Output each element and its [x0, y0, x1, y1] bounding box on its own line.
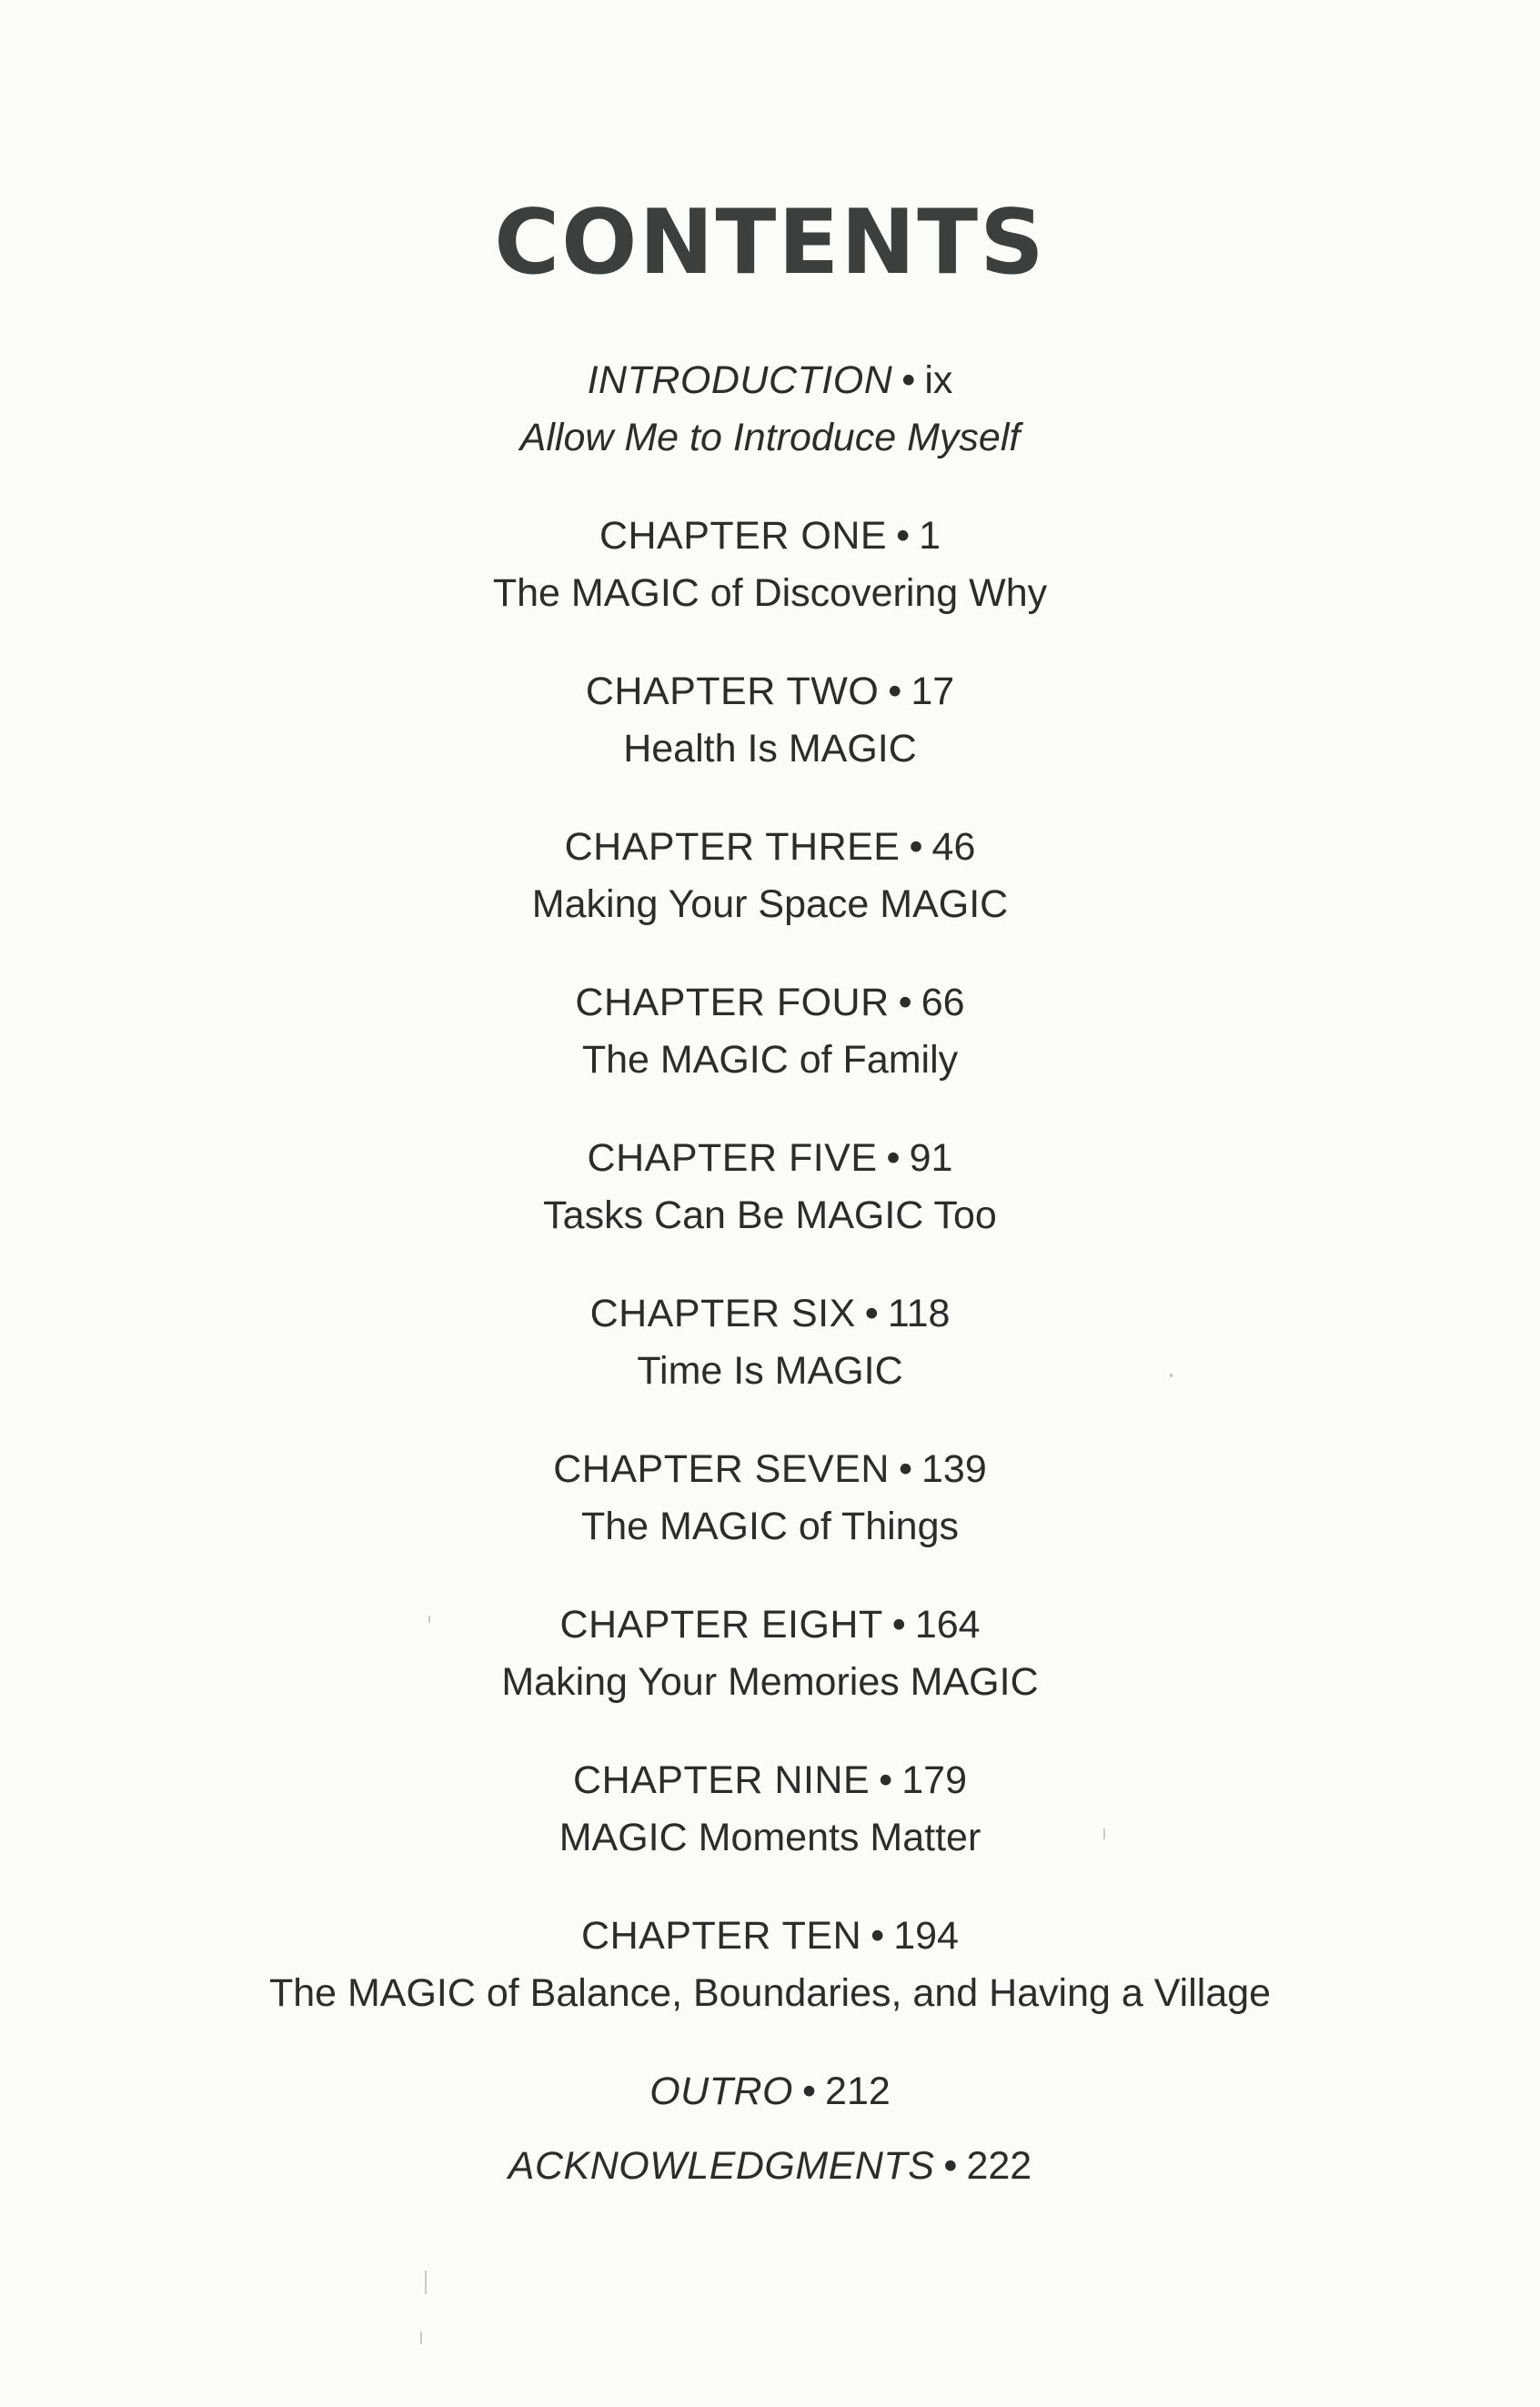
- toc-page-number: 222: [966, 2144, 1032, 2188]
- toc-page-number: 179: [901, 1758, 967, 1802]
- toc-entry-subtitle: Time Is MAGIC: [637, 1349, 903, 1393]
- toc-entry-chapter-one: [0, 514, 1540, 558]
- toc-entry-subtitle: Tasks Can Be MAGIC Too: [543, 1193, 997, 1237]
- toc-entry-chapter-nine: [0, 1758, 1540, 1802]
- toc-entry-label: CHAPTER EIGHT: [559, 1603, 883, 1647]
- toc-entry-label: CHAPTER THREE: [564, 825, 901, 869]
- bullet-separator: •: [898, 981, 912, 1024]
- toc-entry-label: INTRODUCTION: [587, 358, 893, 402]
- toc-entry-subtitle: Making Your Memories MAGIC: [501, 1660, 1039, 1704]
- bullet-separator: •: [864, 1292, 879, 1335]
- scan-mark: [425, 2271, 427, 2294]
- toc-entry-label: OUTRO: [649, 2070, 793, 2113]
- toc-entry-label: ACKNOWLEDGMENTS: [508, 2144, 935, 2188]
- toc-entry-label: CHAPTER TWO: [585, 670, 880, 713]
- toc-entry-subtitle: The MAGIC of Balance, Boundaries, and Having a Village: [268, 1971, 1272, 2015]
- toc-entry-label: CHAPTER SEVEN: [553, 1447, 890, 1491]
- toc-page-number: 139: [921, 1447, 987, 1491]
- toc-page-number: 164: [914, 1603, 981, 1647]
- toc-entry-chapter-ten: [0, 1914, 1540, 1958]
- toc-page-number: 17: [911, 670, 955, 713]
- toc-entry-chapter-three: [0, 825, 1540, 869]
- toc-page-number: 118: [887, 1292, 951, 1335]
- toc-entry-label: CHAPTER NINE: [573, 1758, 871, 1802]
- toc-entry-subtitle: The MAGIC of Things: [580, 1505, 960, 1548]
- toc-entry-outro: [0, 2072, 1540, 2111]
- bullet-separator: •: [801, 2070, 817, 2113]
- toc-entry-chapter-seven: [0, 1447, 1540, 1491]
- toc-entry-label: CHAPTER SIX: [589, 1292, 856, 1335]
- toc-entry-introduction: [0, 358, 1540, 402]
- bullet-separator: •: [891, 1603, 906, 1647]
- bullet-separator: •: [871, 1914, 885, 1958]
- bullet-separator: •: [879, 1758, 893, 1802]
- toc-entry-chapter-six: [0, 1294, 1540, 1334]
- toc-page-number: 66: [921, 981, 965, 1024]
- toc-page-number: 91: [909, 1136, 953, 1180]
- toc-entry-chapter-eight: [0, 1603, 1540, 1647]
- toc-entry-label: CHAPTER FIVE: [587, 1136, 878, 1180]
- toc-entry-subtitle: Health Is MAGIC: [623, 727, 917, 770]
- toc-page-number: 212: [825, 2070, 891, 2113]
- scan-mark: [1103, 1828, 1105, 1839]
- bullet-separator: •: [888, 670, 902, 713]
- bullet-separator: •: [896, 514, 911, 558]
- toc-page-number: ix: [924, 358, 953, 402]
- toc-page-number: 194: [893, 1914, 959, 1958]
- scan-mark: [420, 2331, 422, 2344]
- toc-entry-subtitle: The MAGIC of Discovering Why: [492, 571, 1048, 615]
- toc-entry-chapter-five: [0, 1136, 1540, 1180]
- toc-entry-subtitle: The MAGIC of Family: [581, 1038, 959, 1082]
- bullet-separator: •: [943, 2144, 958, 2188]
- toc-entry-subtitle: Making Your Space MAGIC: [531, 882, 1009, 926]
- toc-entry-label: CHAPTER TEN: [581, 1914, 862, 1958]
- toc-entry-chapter-four: [0, 983, 1540, 1022]
- toc-entry-acknowledgments: [0, 2144, 1540, 2188]
- toc-entry-subtitle: MAGIC Moments Matter: [559, 1816, 981, 1859]
- toc-entry-chapter-two: [0, 672, 1540, 711]
- toc-page-number: 46: [931, 825, 976, 869]
- bullet-separator: •: [886, 1136, 901, 1180]
- page-title: CONTENTS: [494, 191, 1046, 295]
- toc-entry-subtitle: Allow Me to Introduce Myself: [519, 416, 1021, 459]
- toc-page-number: 1: [919, 514, 941, 558]
- scan-mark: [1170, 1374, 1173, 1377]
- toc-entry-label: CHAPTER ONE: [599, 514, 888, 558]
- scan-mark: [428, 1616, 430, 1623]
- toc-entry-label: CHAPTER FOUR: [575, 981, 890, 1024]
- bullet-separator: •: [909, 825, 923, 869]
- bullet-separator: •: [898, 1447, 912, 1491]
- bullet-separator: •: [901, 358, 916, 402]
